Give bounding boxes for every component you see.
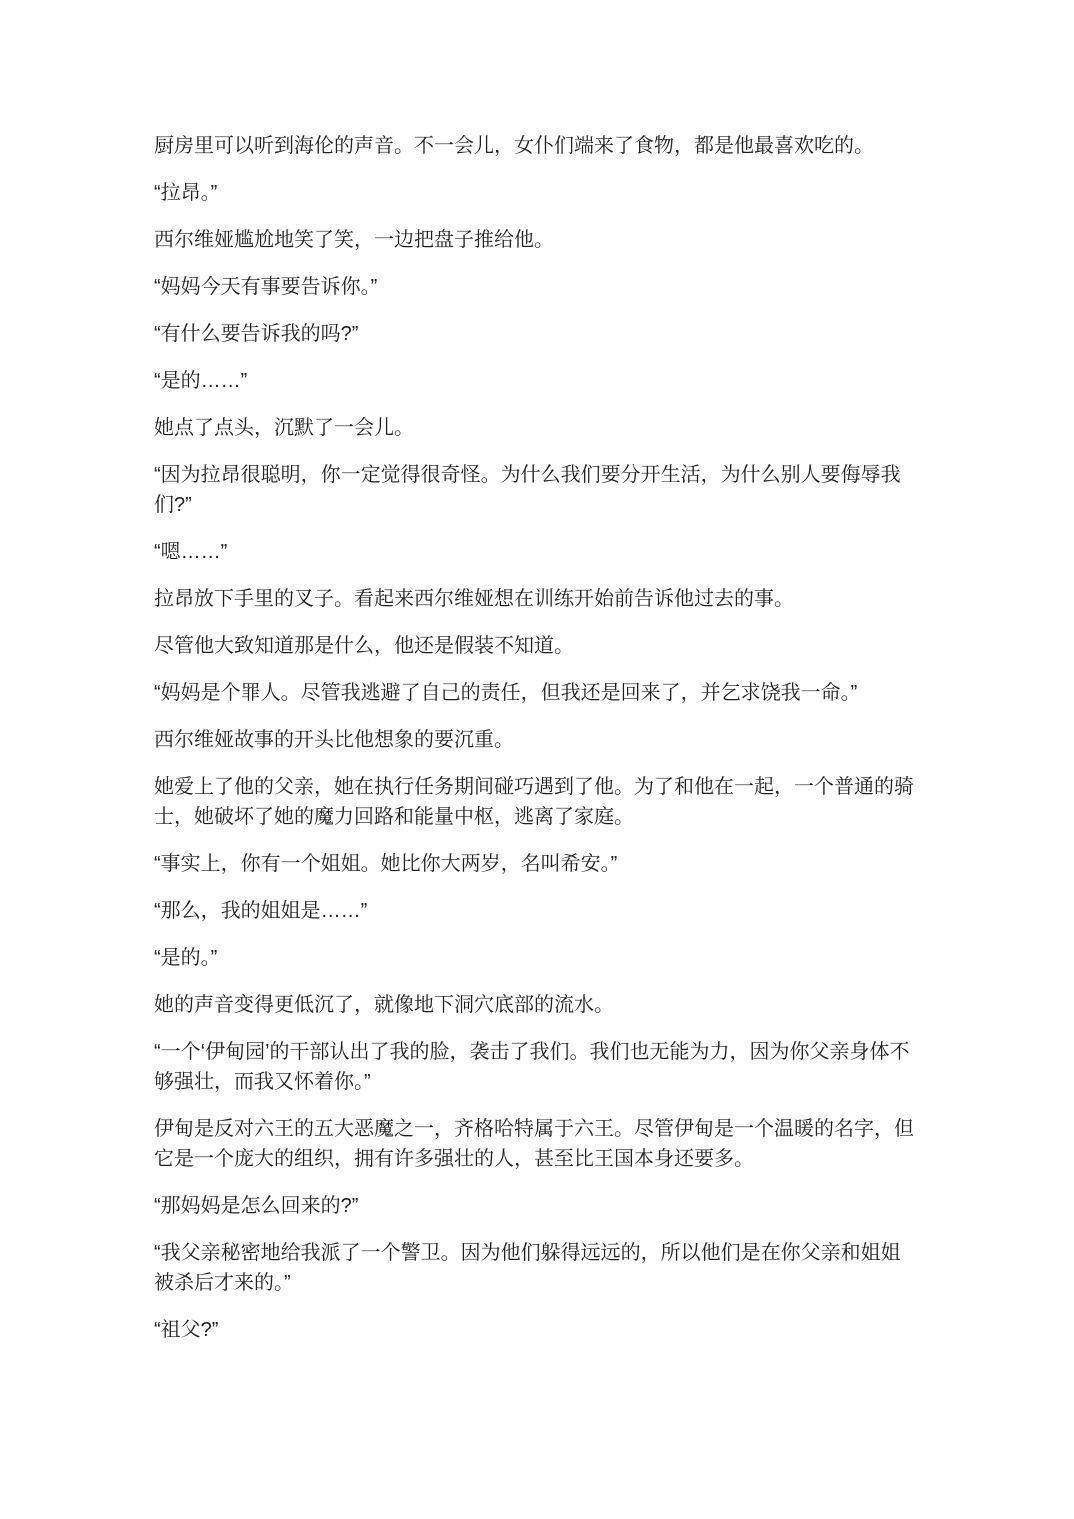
paragraph: “事实上，你有一个姐姐。她比你大两岁，名叫希安。” [154, 853, 618, 875]
paragraph: “妈妈今天有事要告诉你。” [154, 276, 378, 298]
paragraph: 拉昂放下手里的叉子。看起来西尔维娅想在训练开始前告诉他过去的事。 [154, 588, 794, 610]
paragraph: “那妈妈是怎么回来的?” [154, 1195, 359, 1217]
paragraph: 厨房里可以听到海伦的声音。不一会儿，女仆们端来了食物，都是他最喜欢吃的。 [154, 135, 874, 157]
novel-text-content [154, 131, 920, 1345]
paragraph: 她点了点头，沉默了一会儿。 [154, 417, 414, 439]
paragraph: “是的。” [154, 947, 218, 969]
paragraph: “我父亲秘密地给我派了一个警卫。因为他们躲得远远的，所以他们是在你父亲和姐姐被杀后才来的。” [154, 1242, 901, 1294]
paragraph: “一个‘伊甸园’的干部认出了我的脸，袭击了我们。我们也无能为力，因为你父亲身体不够强壮，而我又怀着你。” [154, 1041, 910, 1093]
paragraph: 伊甸是反对六王的五大恶魔之一，齐格哈特属于六王。尽管伊甸是一个温暖的名字，但它是一个庞大的组织，拥有许多强壮的人，甚至比王国本身还要多。 [154, 1118, 914, 1170]
paragraph: 她的声音变得更低沉了，就像地下洞穴底部的流水。 [154, 994, 614, 1016]
paragraph: “嗯……” [154, 541, 228, 563]
paragraph: “那么，我的姐姐是……” [154, 900, 368, 922]
paragraph: 尽管他大致知道那是什么，他还是假装不知道。 [154, 635, 574, 657]
paragraph: “因为拉昂很聪明，你一定觉得很奇怪。为什么我们要分开生活，为什么别人要侮辱我们?” [154, 464, 901, 516]
paragraph: “有什么要告诉我的吗?” [154, 323, 359, 345]
paragraph: “拉昂。” [154, 182, 218, 204]
paragraph: 她爱上了他的父亲，她在执行任务期间碰巧遇到了他。为了和他在一起，一个普通的骑士，她破坏了她的魔力回路和能量中枢，逃离了家庭。 [154, 776, 914, 828]
paragraph: 西尔维娅尴尬地笑了笑，一边把盘子推给他。 [154, 229, 554, 251]
paragraph: 西尔维娅故事的开头比他想象的要沉重。 [154, 729, 514, 751]
paragraph: “祖父?” [154, 1319, 219, 1341]
paragraph: “是的……” [154, 370, 248, 392]
paragraph: “妈妈是个罪人。尽管我逃避了自己的责任，但我还是回来了，并乞求饶我一命。” [154, 682, 858, 704]
